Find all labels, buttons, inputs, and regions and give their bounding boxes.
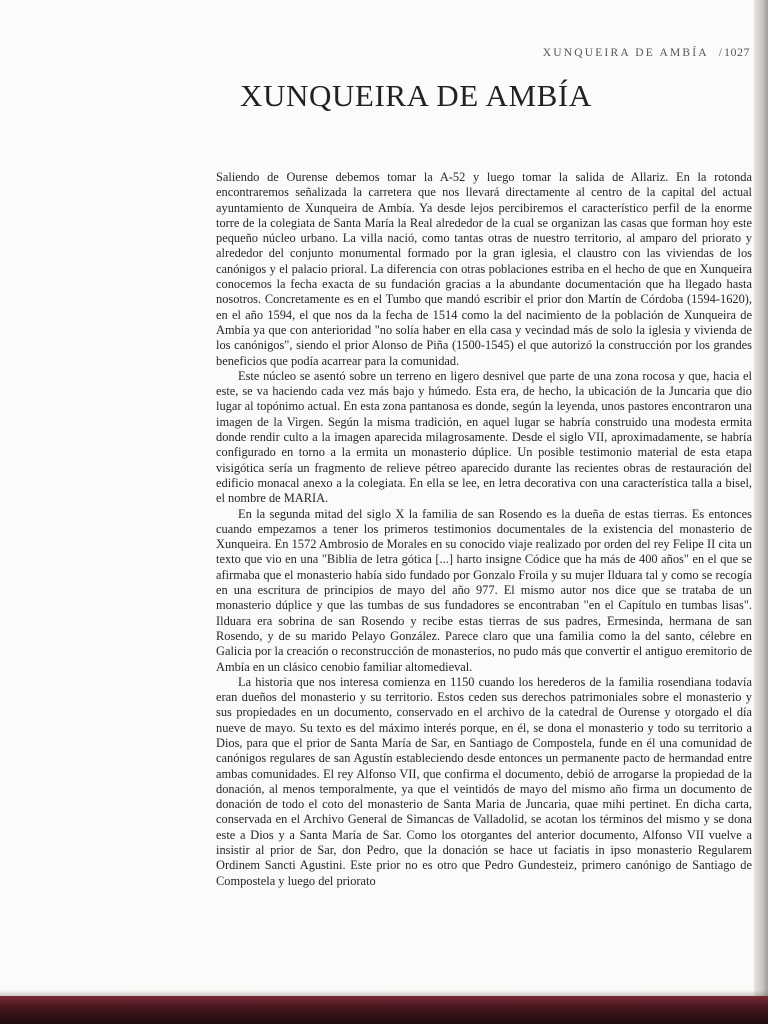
page-edge-shadow — [754, 0, 768, 1024]
running-head-separator: / — [718, 47, 722, 59]
paragraph-1: Saliendo de Ourense debemos tomar la A-52 y luego tomar la salida de Allariz. En la rotonda encontraremos señalizada la carretera que nos llevará directamente al centro de la capital del actual ayuntamiento de Xunqueira de Ambía. Ya desde lejos percibiremos el característico perfil de la enorme torre de la colegiata de Santa María la Real alrededor de la cual se organizan las casas que forman hoy este pequeño núcleo urbano. La villa nació, como tantas otras de nuestro territorio, al amparo del priorato y alrededor del conjunto monumental formado por la gran iglesia, el claustro con las viviendas de los canónigos y el palacio prioral. La diferencia con otras poblaciones estriba en el hecho de que en Xunqueira conocemos la fecha exacta de su fundación gracias a la abundante documentación que ha llegado hasta nosotros. Concretamente es en el Tumbo que mandó escribir el prior don Martín de Córdoba (1594-1620), en el año 1594, el que nos da la fecha de 1514 como la del nacimiento de la población de Xunqueira de Ambía ya que con anterioridad "no solía haber en ella casa y vecindad más de solo la iglesia y vivienda de los canónigos", siendo el prior Alonso de Piña (1500-1545) el que autorizó la construcción por los grandes beneficios que podía acarrear para la comunidad. — [216, 170, 752, 368]
paragraph-3: En la segunda mitad del siglo X la familia de san Rosendo es la dueña de estas tierras. Es entonces cuando empezamos a tener los primeros testimonios documentales de la existencia del monasterio de Xunqueira. En 1572 Ambrosio de Morales en su conocido viaje realizado por orden del rey Felipe II cita un texto que vio en una "Biblia de letra gótica [...] harto insigne Códice que ha más de 400 años" en el que se afirmaba que el monasterio había sido fundado por Gonzalo Froila y su mujer Ilduara tal y como se recogía en una escritura de principios de mayo del año 977. El mismo autor nos dice que se trataba de un monasterio dúplice y que las tumbas de sus fundadores se encontraban "en el Capítulo en tumbas lisas". Ilduara era sobrina de san Rosendo y recibe estas tierras de sus padres, Ermesinda, hermana de san Rosendo, y de su marido Pelayo González. Parece claro que una familia como la del santo, célebre en Galicia por la creación o reconstrucción de monasterios, no pudo más que convertir el antiguo eremitorio de Ambía en un clásico cenobio familiar altomedieval. — [216, 506, 752, 674]
paragraph-2: Este núcleo se asentó sobre un terreno en ligero desnivel que parte de una zona rocosa y que, hacia el este, se va haciendo cada vez más bajo y húmedo. Esta era, de hecho, la ubicación de la Juncaria que dio lugar al topónimo actual. En esta zona pantanosa es donde, según la leyenda, unos pastores encontraron una imagen de la Virgen. Según la misma tradición, en aquel lugar se habría construido una modesta ermita donde rendir culto a la imagen aparecida milagrosamente. Desde el siglo VII, aproximadamente, se habría configurado en torno a la ermita un monasterio dúplice. Un posible testimonio material de esta etapa visigótica sería un fragmento de relieve pétreo aparecido durante las recientes obras de restauración del edificio monacal anexo a la colegiata. En ella se lee, en letra decorativa con una característica talla a bisel, el nombre de MARIA. — [216, 368, 752, 506]
scanner-bottom-band — [0, 996, 768, 1024]
page-number: 1027 — [724, 45, 750, 59]
running-head-title: XUNQUEIRA DE AMBÍA — [542, 47, 709, 59]
body-text — [216, 170, 752, 889]
paragraph-4: La historia que nos interesa comienza en 1150 cuando los herederos de la familia rosendiana todavía eran dueños del monasterio y su territorio. Estos ceden sus derechos patrimoniales sobre el monasterio y sus propiedades en un documento, conservado en el archivo de la catedral de Ourense y otorgado el día nueve de mayo. Su texto es del máximo interés porque, en él, se dona el monasterio y todo su territorio a Dios, para que el prior de Santa María de Sar, en Santiago de Compostela, funde en él una comunidad de canónigos regulares de san Agustín estableciendo desde entonces un permanente pacto de hermandad entre ambas comunidades. El rey Alfonso VII, que confirma el documento, debió de arrogarse la propiedad de la donación, al menos temporalmente, ya que el veintidós de mayo del mismo año firma un documento de donación de todo el coto del monasterio de Santa Maria de Juncaria, quae mihi pertinet. En dicha carta, conservada en el Archivo General de Simancas de Valladolid, se acotan los términos del mismo y se dona este a Dios y a Santa María de Sar. Como los otorgantes del anterior documento, Alfonso VII vuelve a insistir al prior de Sar, don Pedro, que la donación se hace ut faciatis in ipso monasterio Regularem Ordinem Sancti Agustini. Este prior no es otro que Pedro Gundesteiz, primero canónigo de Santiago de Compostela y luego del priorato — [216, 674, 752, 888]
chapter-title: XUNQUEIRA DE AMBÍA — [240, 78, 592, 113]
running-head — [543, 45, 750, 60]
